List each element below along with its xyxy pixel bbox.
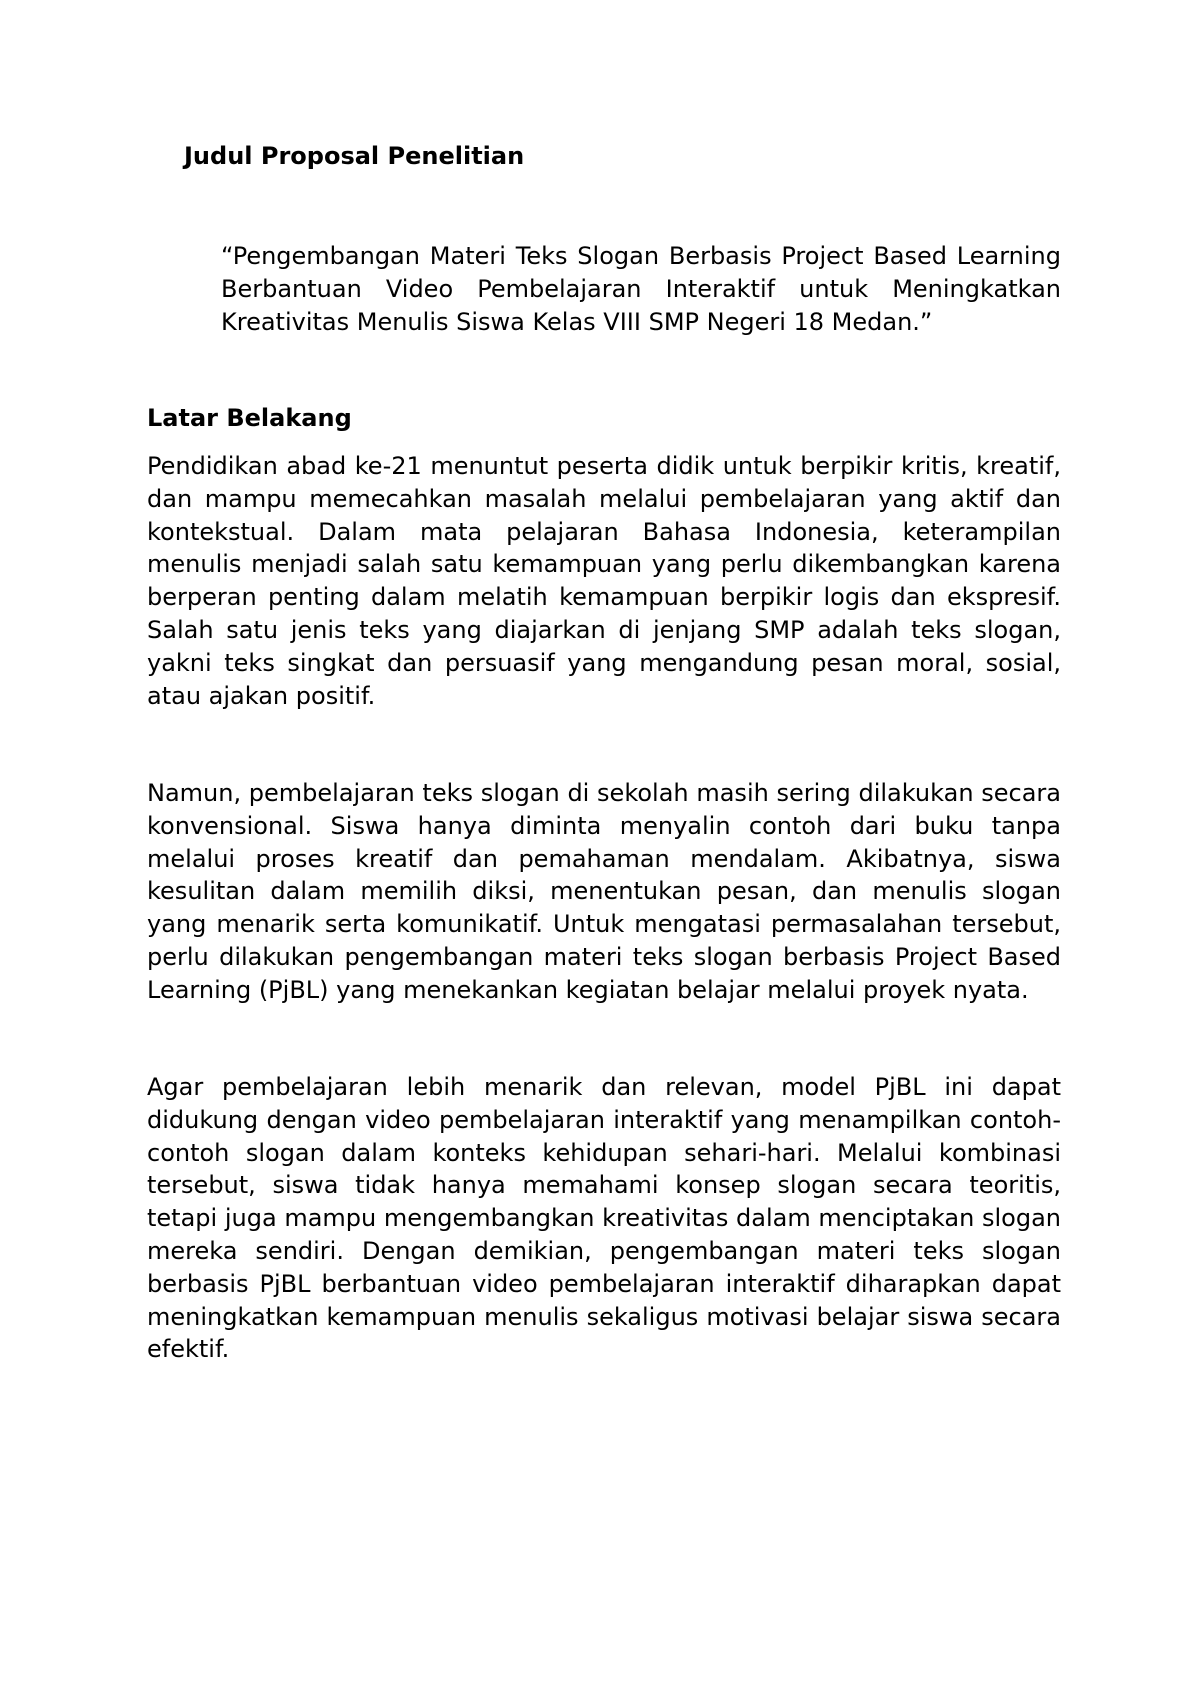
- paragraph: Pendidikan abad ke-21 menuntut peserta didik untuk berpikir kritis, kreatif, dan mampu memecahkan masalah melalui pembelajaran yang aktif dan kontekstual. Dalam mata pelajaran Bahasa Indonesia, keterampilan menulis menjadi salah satu kemampuan yang perlu dikembangkan karena berperan penting dalam melatih kemampuan berpikir logis dan ekspresif. Salah satu jenis teks yang diajarkan di jenjang SMP adalah teks slogan, yakni teks singkat dan persuasif yang mengandung pesan moral, sosial, atau ajakan positif.: [147, 452, 1061, 710]
- proposal-title: “Pengembangan Materi Teks Slogan Berbasis Project Based Learning Berbantuan Video Pembelajaran Interaktif untuk Meningkatkan Kreativitas Menulis Siswa Kelas VIII SMP Negeri 18 Medan.”: [221, 242, 1061, 336]
- paragraph: Namun, pembelajaran teks slogan di sekolah masih sering dilakukan secara konvensional. Siswa hanya diminta menyalin contoh dari buku tanpa melalui proses kreatif dan pemahaman mendalam. Akibatnya, siswa kesulitan dalam memilih diksi, menentukan pesan, dan menulis slogan yang menarik serta komunikatif. Untuk mengatasi permasalahan tersebut, perlu dilakukan pengembangan materi teks slogan berbasis Project Based Learning (PjBL) yang menekankan kegiatan belajar melalui proyek nyata.: [147, 779, 1061, 1004]
- document-heading: Judul Proposal Penelitian: [184, 142, 525, 170]
- section-heading: Latar Belakang: [147, 404, 352, 432]
- paragraph: Agar pembelajaran lebih menarik dan relevan, model PjBL ini dapat didukung dengan video pembelajaran interaktif yang menampilkan contoh-contoh slogan dalam konteks kehidupan sehari-hari. Melalui kombinasi tersebut, siswa tidak hanya memahami konsep slogan secara teoritis, tetapi juga mampu mengembangkan kreativitas dalam menciptakan slogan mereka sendiri. Dengan demikian, pengembangan materi teks slogan berbasis PjBL berbantuan video pembelajaran interaktif diharapkan dapat meningkatkan kemampuan menulis sekaligus motivasi belajar siswa secara efektif.: [147, 1073, 1061, 1364]
